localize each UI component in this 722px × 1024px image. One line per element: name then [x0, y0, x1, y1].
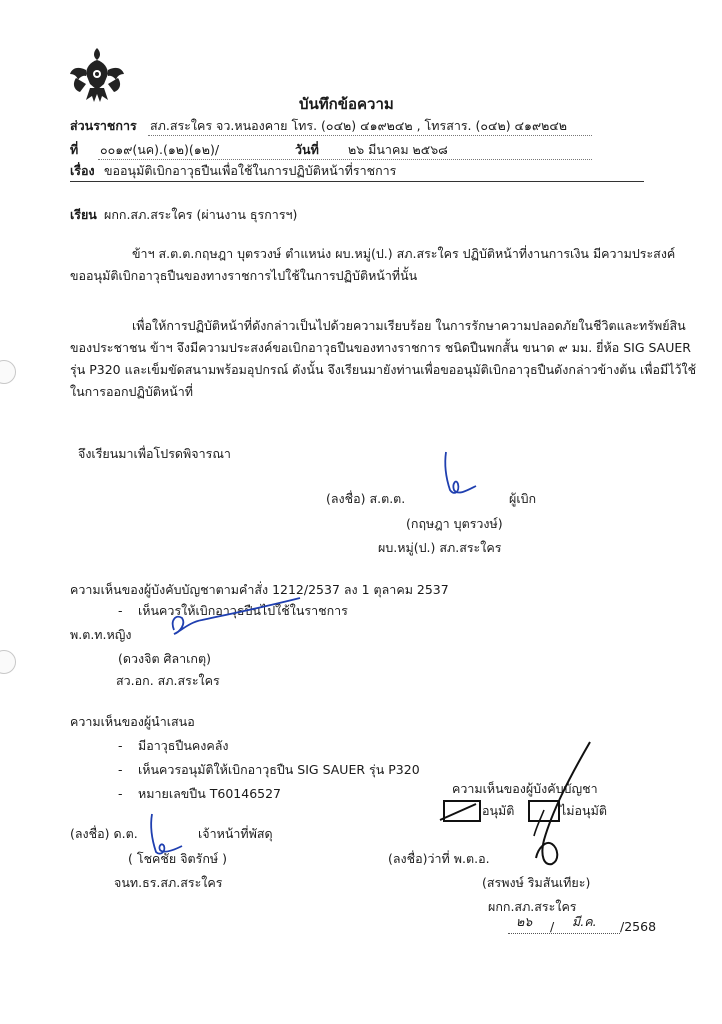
- approver-sign-line: (ลงชื่อ)ว่าที่ พ.ต.อ.: [388, 851, 490, 866]
- proposer-item: หมายเลขปืน T60146527: [138, 786, 282, 801]
- agency-rule: [148, 135, 592, 136]
- para2-line1: เพื่อให้การปฏิบัติหน้าที่ดังกล่าวเป็นไปด้วยความเรียบร้อย ในการรักษาความปลอดภัยในชีวิตและทรัพย์สิน: [132, 318, 686, 333]
- proposer-dash-0: -: [118, 738, 123, 753]
- commander-item: เห็นควรให้เบิกอาวุธปืนไปใช้ในราชการ: [138, 603, 348, 618]
- approver-date-month: มี.ค.: [572, 914, 597, 929]
- approver-name: (สรพงษ์ ริมสันเทียะ): [482, 875, 591, 890]
- commander-heading: ความเห็นของผู้บังคับบัญชาตามคำสั่ง 1212/2537 ลง 1 ตุลาคม 2537: [70, 582, 449, 597]
- closing-text: จึงเรียนมาเพื่อโปรดพิจารณา: [78, 446, 231, 461]
- approver-date-sep: /: [550, 919, 555, 934]
- commander-dash: -: [118, 603, 123, 618]
- date-label: วันที่: [295, 142, 319, 157]
- approver-position: ผกก.สภ.สระใคร: [488, 899, 577, 914]
- requester-sign-line: (ลงชื่อ) ส.ต.ต.: [326, 491, 406, 506]
- subject-label: เรื่อง: [70, 163, 95, 178]
- proposer-role: เจ้าหน้าที่พัสดุ: [198, 826, 273, 841]
- to-value: ผกก.สภ.สระใคร (ผ่านงาน ธุรการฯ): [104, 207, 298, 222]
- punch-hole-bottom: [0, 650, 16, 674]
- commander-name: (ดวงจิต ศิลาเกตุ): [118, 651, 211, 666]
- para1-line1: ข้าฯ ส.ต.ต.กฤษฎา บุตรวงษ์ ตำแหน่ง ผบ.หมู่(ป.) สภ.สระใคร ปฏิบัติหน้าที่งานการเงิน มีความประสงค์: [132, 246, 676, 261]
- requester-name: (กฤษฎา บุตรวงษ์): [406, 516, 503, 531]
- to-label: เรียน: [70, 207, 97, 222]
- date-value: ๒๖ มีนาคม ๒๕๖๘: [348, 142, 448, 157]
- subject-rule: [70, 181, 644, 182]
- approve-label: อนุมัติ: [482, 803, 515, 818]
- garuda-emblem-icon: [68, 44, 126, 106]
- subject-value: ขออนุมัติเบิกอาวุธปืนเพื่อใช้ในการปฏิบัติหน้าที่ราชการ: [104, 163, 397, 178]
- proposer-sign-line: (ลงชื่อ) ด.ต.: [70, 826, 138, 841]
- agency-value: สภ.สระใคร จว.หนองคาย โทร. (๐๔๒) ๔๑๙๒๔๒ , โทรสาร. (๐๔๒) ๔๑๙๒๔๒: [150, 118, 568, 133]
- proposer-item: มีอาวุธปืนคงคลัง: [138, 738, 229, 753]
- approver-date-day: ๒๖: [516, 914, 533, 929]
- approver-heading: ความเห็นของผู้บังคับบัญชา: [452, 781, 598, 796]
- proposer-position: จนท.ธร.สภ.สระใคร: [114, 875, 223, 890]
- para2-line3: รุ่น P320 และเข็มขัดสนามพร้อมอุปกรณ์ ดังนั้น จึงเรียนมายังท่านเพื่อขออนุมัติเบิกอาวุธปืนดังกล่าวข้างต้น เพื่อมีไว้ใช้: [70, 362, 697, 377]
- proposer-dash-1: -: [118, 762, 123, 777]
- para2-line2: ของประชาชน ข้าฯ จึงมีความประสงค์ขอเบิกอาวุธปืนของทางราชการ ชนิดปืนพกสั้น ขนาด ๙ มม. ยี่ห้อ SIG SAUER: [70, 340, 691, 355]
- proposer-heading: ความเห็นของผู้นำเสนอ: [70, 714, 195, 729]
- requester-signature: [428, 448, 498, 508]
- number-value: ๐๐๑๙(นค).(๑๒)(๑๒)/: [100, 142, 220, 157]
- agency-label: ส่วนราชการ: [70, 118, 137, 133]
- commander-position: สว.อก. สภ.สระใคร: [116, 673, 220, 688]
- reject-label: ไม่อนุมัติ: [560, 803, 607, 818]
- number-rule: [98, 159, 592, 160]
- requester-position: ผบ.หมู่(ป.) สภ.สระใคร: [378, 540, 502, 555]
- memo-title: บันทึกข้อความ: [299, 95, 394, 113]
- para1-line2: ขออนุมัติเบิกอาวุธปืนของทางราชการไปใช้ในการปฏิบัติหน้าที่นั้น: [70, 268, 418, 283]
- proposer-dash-2: -: [118, 786, 123, 801]
- approver-date-year: /2568: [620, 919, 657, 934]
- proposer-item: เห็นควรอนุมัติให้เบิกอาวุธปืน SIG SAUER รุ่น P320: [138, 762, 420, 777]
- commander-rank: พ.ต.ท.หญิง: [70, 627, 132, 642]
- number-label: ที่: [70, 142, 79, 157]
- proposer-name: ( โชคชัย จิตรักษ์ ): [128, 851, 228, 866]
- approver-date-rule: [508, 933, 620, 934]
- commander-signature: [160, 596, 310, 642]
- requester-role: ผู้เบิก: [509, 491, 537, 506]
- para2-line4: ในการออกปฏิบัติหน้าที่: [70, 384, 193, 399]
- punch-hole-top: [0, 360, 16, 384]
